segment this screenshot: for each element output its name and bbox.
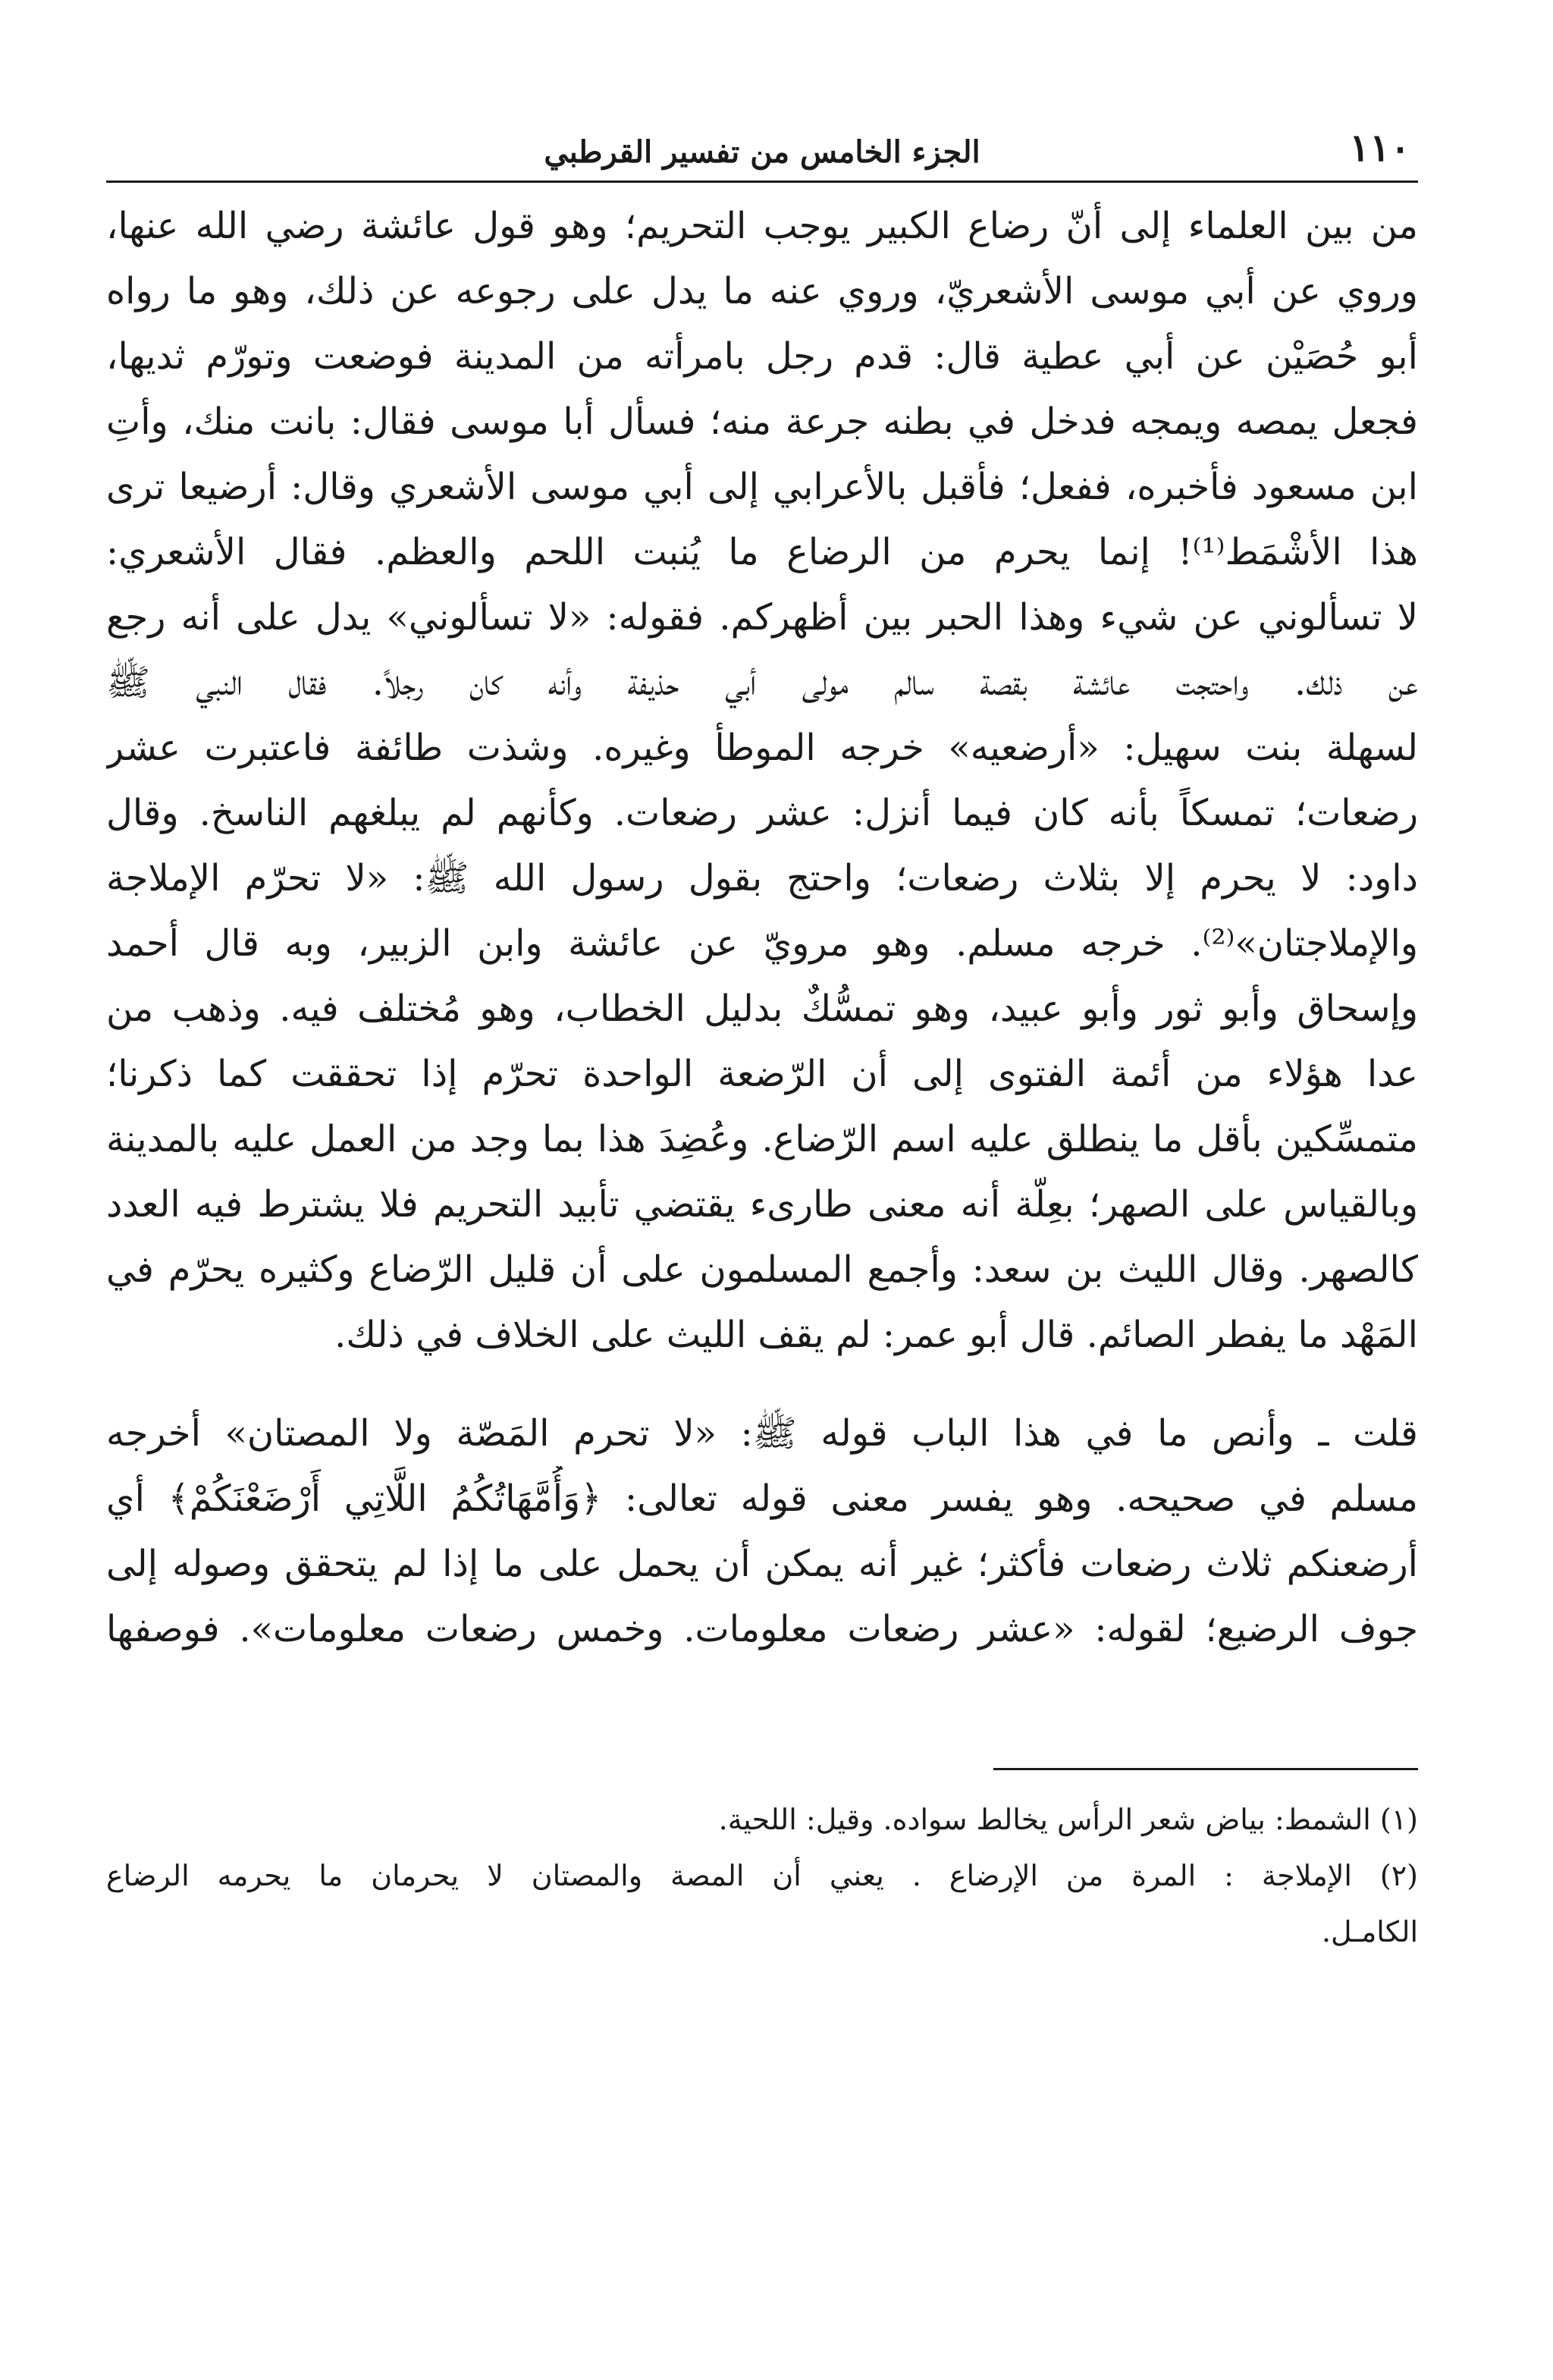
text-line: والإملاجتان»⁽²⁾. خرجه مسلم. وهو مرويّ عن عائشة وابن الزبير، وبه قال أحمد (106, 922, 1418, 965)
text-line: داود: لا يحرم إلا بثلاث رضعات؛ واحتج بقول رسول الله ﷺ: «لا تحرّم الإملاجة (106, 857, 1418, 900)
footnote-1: (١) الشمط: بياض شعر الرأس يخالط سواده. وقيل: اللحية. (718, 1803, 1418, 1836)
text-line: لسهلة بنت سهيل: «أرضعيه» خرجه الموطأ وغيره. وشذت طائفة فاعتبرت عشر (106, 727, 1418, 769)
footnote-2: (٢) الإملاجة : المرة من الإرضاع . يعني أن المصة والمصتان لا يحرمان ما يحرمه الرضاع (106, 1859, 1418, 1892)
text-line: أبو حُصَيْن عن أبي عطية قال: قدم رجل بامرأته من المدينة فوضعت وتورّم ثديها، (106, 335, 1418, 378)
book-title: الجزء الخامس من تفسير القرطبي (544, 134, 980, 170)
text-line: من بين العلماء إلى أنّ رضاع الكبير يوجب التحريم؛ وهو قول عائشة رضي الله عنها، (106, 205, 1418, 247)
footnotes (106, 1791, 1418, 1960)
body-text (106, 193, 1418, 1662)
text-line: رضعات؛ تمسكاً بأنه كان فيما أنزل: عشر رضعات. وكأنهم لم يبلغهم الناسخ. وقال (106, 792, 1418, 834)
paragraph-2 (106, 1401, 1418, 1662)
text-line: قلت ـ وأنص ما في هذا الباب قوله ﷺ: «لا تحرم المَصّة ولا المصتان» أخرجه (106, 1412, 1418, 1455)
text-line: وإسحاق وأبو ثور وأبو عبيد، وهو تمسُّكٌ بدليل الخطاب، وهو مُختلف فيه. وذهب من (106, 987, 1418, 1030)
text-line: مسلم في صحيحه. وهو يفسر معنى قوله تعالى: ﴿وَأُمَّهَاتُكُمُ اللَّاتِي أَرْضَعْنَكُمْ﴾ أي (106, 1477, 1418, 1520)
text-line: لا تسألوني عن شيء وهذا الحبر بين أظهركم. فقوله: «لا تسألوني» يدل على أنه رجع (106, 596, 1418, 639)
text-line: وروي عن أبي موسى الأشعريّ، وروي عنه ما يدل على رجوعه عن ذلك، وهو ما رواه (106, 270, 1418, 312)
text-line: المَهْد ما يفطر الصائم. قال أبو عمر: لم يقف الليث على الخلاف في ذلك. (334, 1314, 1418, 1356)
text-line: جوف الرضيع؛ لقوله: «عشر رضعات معلومات. وخمس رضعات معلومات». فوصفها (106, 1608, 1418, 1650)
text-line: وبالقياس على الصهر؛ بعِلّة أنه معنى طارىء يقتضي تأبيد التحريم فلا يشترط فيه العدد (106, 1183, 1418, 1226)
text-line: عن ذلك. واحتجت عائشة بقصة سالم مولى أبي حذيفة وأنه كان رجلاً. فقال النبي ﷺ (106, 661, 1418, 704)
paragraph-1 (106, 193, 1418, 1367)
paragraph-gap (106, 1367, 1418, 1401)
book-page (106, 114, 1418, 2313)
text-line: ابن مسعود فأخبره، ففعل؛ فأقبل بالأعرابي إلى أبي موسى الأشعري وقال: أرضيعا ترى (106, 466, 1418, 508)
footnote-2-continued: الكامـل. (1321, 1915, 1418, 1948)
running-head (106, 114, 1418, 183)
text-line: عدا هؤلاء من أئمة الفتوى إلى أن الرّضعة الواحدة تحرّم إذا تحققت كما ذكرنا؛ (106, 1053, 1418, 1095)
page-number: ١١٠ (1349, 125, 1410, 170)
text-line: فجعل يمصه ويمجه فدخل في بطنه جرعة منه؛ فسأل أبا موسى فقال: بانت منك، وأتِ (106, 400, 1418, 443)
text-line: متمسِّكين بأقل ما ينطلق عليه اسم الرّضاع. وعُضِدَ هذا بما وجد من العمل عليه بالمدينة (106, 1118, 1418, 1160)
text-line: أرضعنكم ثلاث رضعات فأكثر؛ غير أنه يمكن أن يحمل على ما إذا لم يتحقق وصوله إلى (106, 1543, 1418, 1585)
text-line: كالصهر. وقال الليث بن سعد: وأجمع المسلمون على أن قليل الرّضاع وكثيره يحرّم في (106, 1248, 1418, 1291)
footnote-divider (993, 1768, 1418, 1770)
text-line: هذا الأشْمَط⁽¹⁾! إنما يحرم من الرضاع ما يُنبت اللحم والعظم. فقال الأشعري: (106, 531, 1418, 573)
